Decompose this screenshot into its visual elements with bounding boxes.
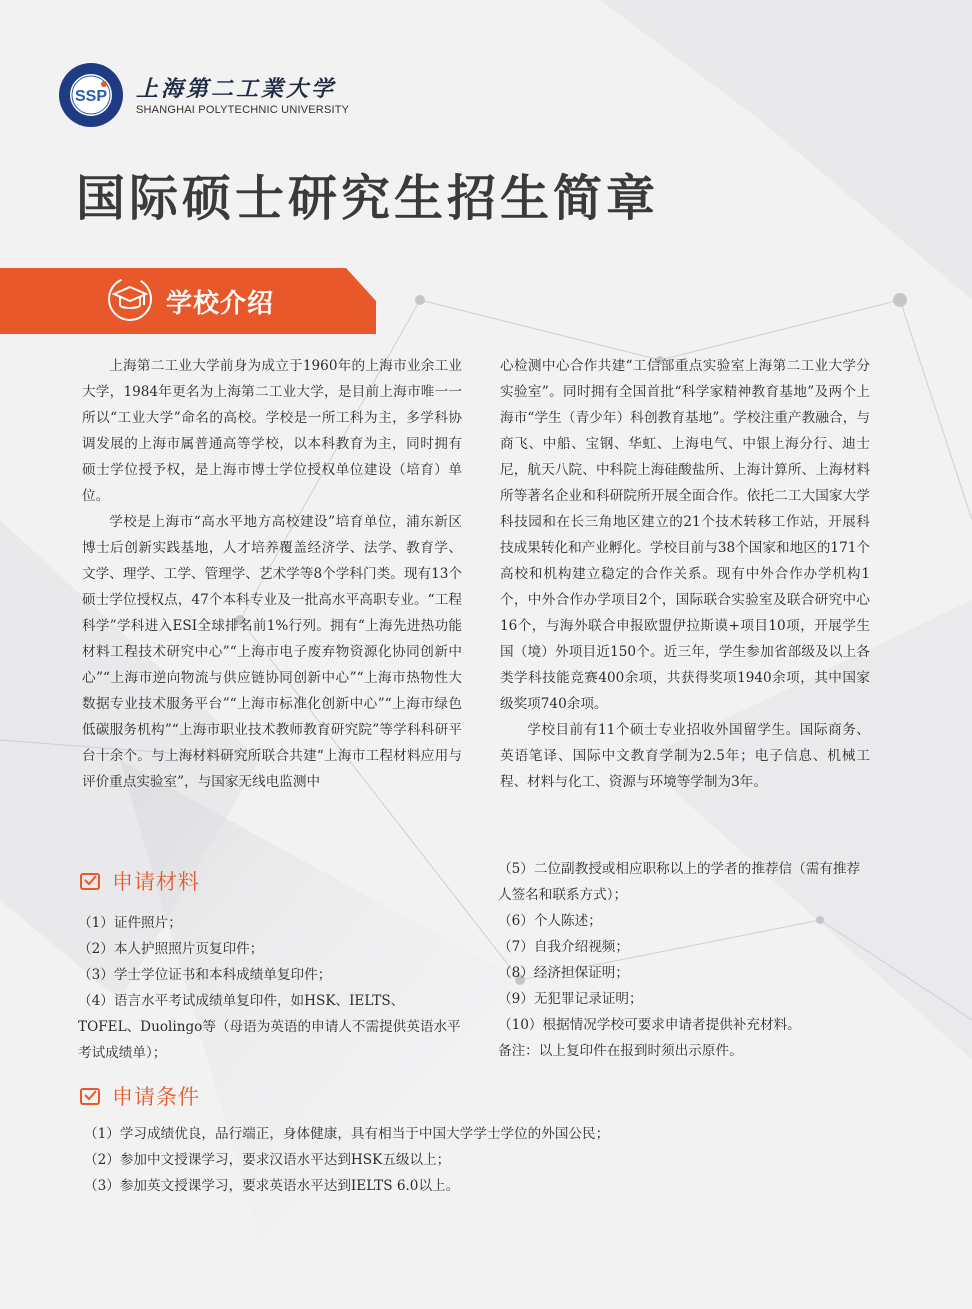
intro-paragraph: 学校是上海市“高水平地方高校建设”培育单位，浦东新区博士后创新实践基地，人才培养覆盖经济学、法学、教育学、文学、理学、工学、管理学、艺术学等8个学科门类。现有13个硕士学位授权点，47个本科专业及一批高水平高职专业。“工程科学”学科进入ESI全球排名前1%行列。拥有“上海先进热功能材料工程技术研究中心”“上海市电子废弃物资源化协同创新中心”“上海市逆向物流与供应链协同创新中心”“上海市热物性大数据专业技术服务平台”“上海市标准化创新中心”“上海市绿色低碳服务机构”“上海市职业技术教师教育研究院”等学科科研平台十余个。与上海材料研究所联合共建“上海市工程材料应用与评价重点实验室”，与国家无线电监测中 <box>82 514 462 790</box>
list-item: （7）自我介绍视频； <box>498 939 629 955</box>
intro-paragraph: 心检测中心合作共建“工信部重点实验室上海第二工业大学分实验室”。同时拥有全国首批“科学家精神教育基地”及两个上海市“学生（青少年）科创教育基地”。学校注重产教融合，与商飞、中船、宝钢、华虹、上海电气、中银上海分行、迪士尼，航天八院、中科院上海硅酸盐所、上海计算所、上海材料所等著名企业和科研院所开展全面合作。依托二工大国家大学科技园和在长三角地区建立的21个技术转移工作站，开展科技成果转化和产业孵化。学校目前与38个国家和地区的171个高校和机构建立稳定的合作关系。现有中外合作办学机构1个，中外合作办学项目2个，国际联合实验室及联合研究中心16个，与海外联合申报欧盟伊拉斯谟+项目10项，开展学生国（境）外项目近150个。近三年，学生参加省部级及以上各类学科技能竞赛400余项，共获得奖项1940余项，其中国家级奖项740余项。 <box>500 358 870 712</box>
intro-heading: 学校介绍 <box>166 289 275 319</box>
page-title: 国际硕士研究生招生简章 <box>76 170 660 227</box>
materials-list-right <box>498 856 870 1064</box>
svg-text:SSP: SSP <box>74 88 108 105</box>
remark-note: 备注：以上复印件在报到时须出示原件。 <box>498 1043 743 1059</box>
materials-heading: 申请材料 <box>112 870 200 894</box>
checkbox-icon <box>80 1086 100 1106</box>
materials-header <box>80 866 200 896</box>
list-item: （6）个人陈述； <box>498 913 602 929</box>
list-item: （10）根据情况学校可要求申请者提供补充材料。 <box>498 1017 801 1033</box>
list-item: （2）参加中文授课学习，要求汉语水平达到HSK五级以上； <box>84 1152 451 1168</box>
university-seal-logo <box>58 62 124 128</box>
conditions-list <box>84 1121 784 1199</box>
university-name-en: SHANGHAI POLYTECHNIC UNIVERSITY <box>136 104 350 116</box>
list-item: （4）语言水平考试成绩单复印件，如HSK、IELTS、TOFEL、Duolingo等（母语为英语的申请人不需提供英语水平考试成绩单）； <box>78 993 461 1061</box>
list-item: （3）学士学位证书和本科成绩单复印件； <box>78 967 332 983</box>
graduation-cap-icon <box>107 276 153 322</box>
conditions-header <box>80 1081 200 1111</box>
list-item: （1）学习成绩优良，品行端正，身体健康，具有相当于中国大学学士学位的外国公民； <box>84 1126 610 1142</box>
list-item: （3）参加英文授课学习，要求英语水平达到IELTS 6.0以上。 <box>84 1178 460 1194</box>
list-item: （8）经济担保证明； <box>498 965 629 981</box>
list-item: （2）本人护照照片页复印件； <box>78 941 264 957</box>
intro-left-column <box>82 353 462 795</box>
conditions-heading: 申请条件 <box>112 1085 200 1109</box>
checkbox-icon <box>80 871 100 891</box>
materials-list-left <box>78 910 463 1066</box>
list-item: （5）二位副教授或相应职称以上的学者的推荐信（需有推荐人签名和联系方式）； <box>498 861 861 903</box>
list-item: （1）证件照片； <box>78 915 182 931</box>
university-name-cn: 上海第二工業大学 <box>136 76 337 102</box>
list-item: （9）无犯罪记录证明； <box>498 991 643 1007</box>
intro-paragraph: 学校目前有11个硕士专业招收外国留学生。国际商务、英语笔译、国际中文教育学制为2.5年；电子信息、机械工程、材料与化工、资源与环境等学制为3年。 <box>500 722 870 790</box>
intro-paragraph: 上海第二工业大学前身为成立于1960年的上海市业余工业大学，1984年更名为上海第二工业大学，是目前上海市唯一一所以“工业大学”命名的高校。学校是一所工科为主，多学科协调发展的上海市属普通高等学校，以本科教育为主，同时拥有硕士学位授予权，是上海市博士学位授权单位建设（培育）单位。 <box>82 358 462 504</box>
intro-right-column <box>500 353 870 795</box>
